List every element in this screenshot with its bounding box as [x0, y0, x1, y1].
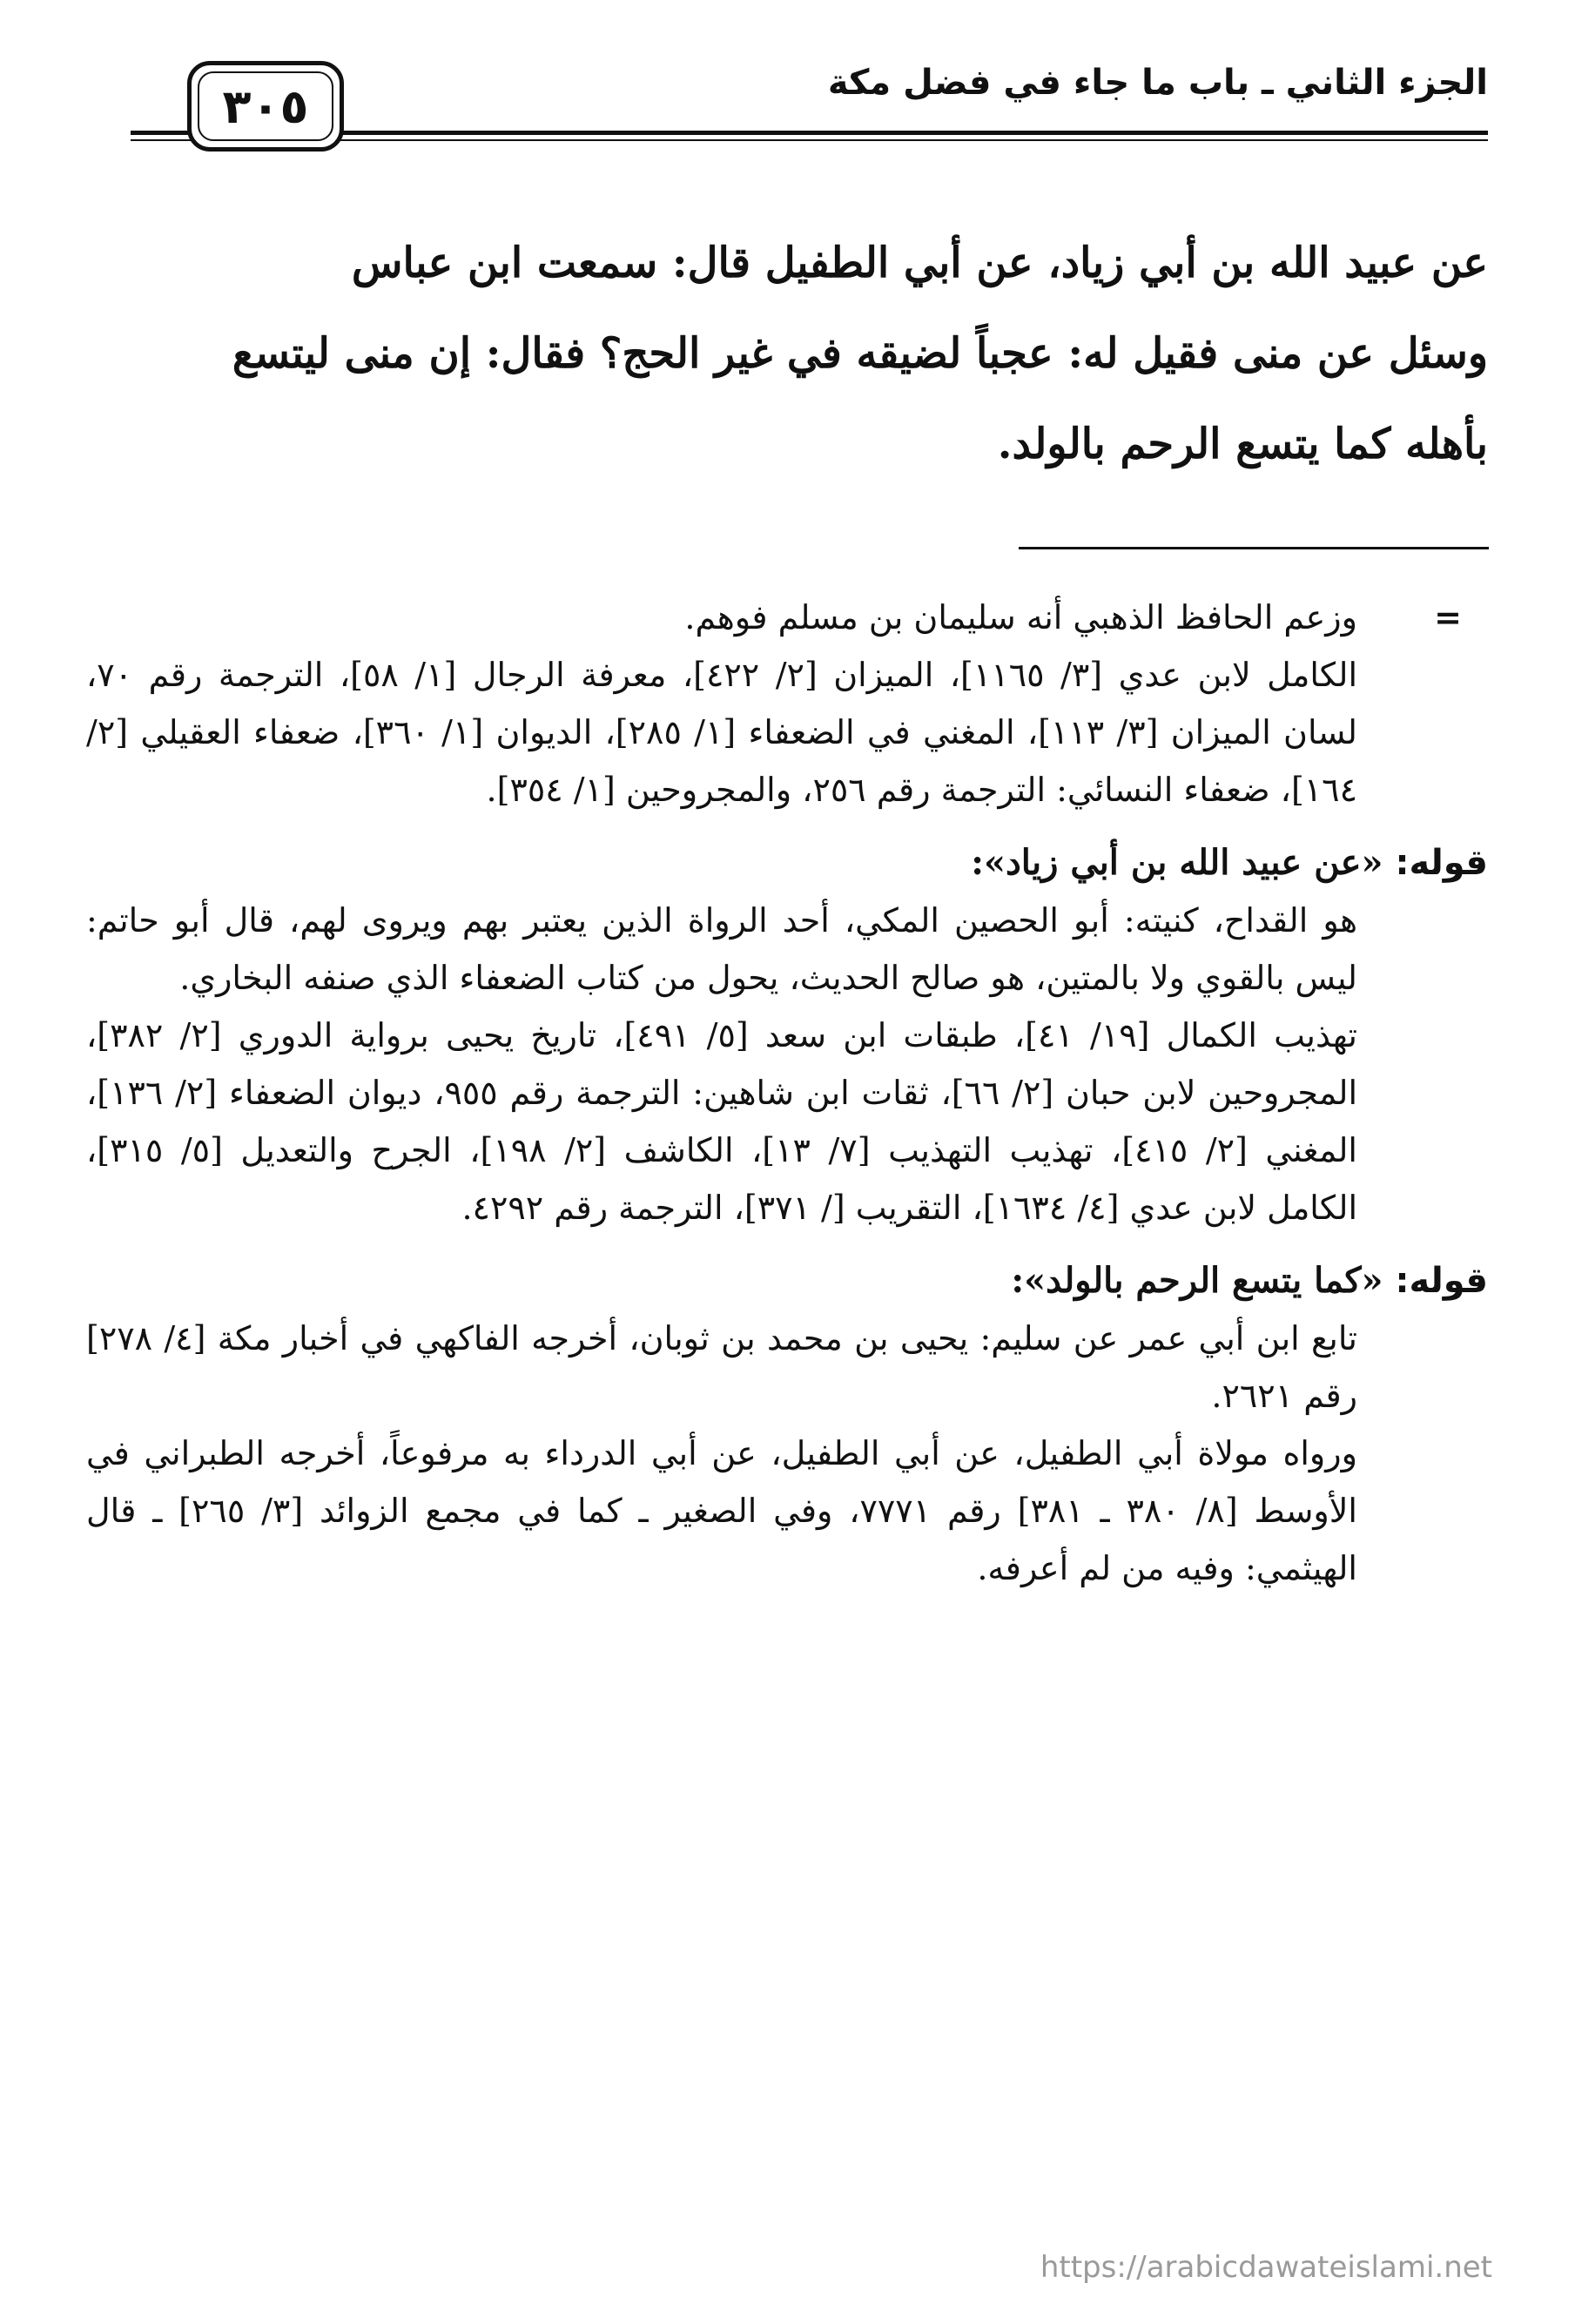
- note-heading-quote: «كما يتسع الرحم بالولد»:: [1011, 1260, 1383, 1301]
- page-number: ٣٠٥: [222, 78, 309, 134]
- note-paragraph: تهذيب الكمال [١٩/ ٤١]، طبقات ابن سعد [٥/ ٤٩١]، تاريخ يحيى برواية الدوري [٢/ ٣٨٢]، المجروحين لابن حبان [٢/ ٦٦]، ثقات ابن شاهين: الترجمة رقم ٩٥٥، ديوان الضعفاء [٢/ ١٣٦]، المغني [٢/ ٤١٥]، تهذيب التهذيب [٧/ ١٣]، الكاشف [٢/ ١٩٨]، الجرح والتعديل [٥/ ٣١٥]، الكامل لابن عدي [٤/ ١٦٣٤]، التقريب [/ ٣٧١]، الترجمة رقم ٤٢٩٢.: [86, 1016, 1358, 1227]
- continuation-mark: =: [1434, 597, 1462, 637]
- notes: [86, 589, 1488, 1597]
- note-heading-lead: قوله:: [1395, 843, 1488, 883]
- main-text: [147, 218, 1488, 489]
- note-body: [86, 892, 1488, 1236]
- note-heading-quote: «عن عبيد الله بن أبي زياد»:: [971, 842, 1383, 883]
- main-text-line: عن عبيد الله بن أبي زياد، عن أبي الطفيل قال: سمعت ابن عباس: [351, 239, 1488, 287]
- note-heading: [86, 1252, 1488, 1310]
- carried-over-note: [86, 589, 1488, 818]
- note-paragraph: الكامل لابن عدي [٣/ ١١٦٥]، الميزان [٢/ ٤٢٢]، معرفة الرجال [١/ ٥٨]، الترجمة رقم ٧٠، لسان الميزان [٣/ ١١٣]، المغني في الضعفاء [١/ ٢٨٥]، الديوان [١/ ٣٦٠]، ضعفاء العقيلي [٢/ ١٦٤]، ضعفاء النسائي: الترجمة رقم ٢٥٦، والمجروحين [١/ ٣٥٤].: [86, 656, 1358, 809]
- note-paragraph: تابع ابن أبي عمر عن سليم: يحيى بن محمد بن ثوبان، أخرجه الفاكهي في أخبار مكة [٤/ ٢٧٨] رقم ٢٦٢١.: [86, 1319, 1357, 1415]
- note-body: [86, 1310, 1488, 1597]
- page-number-frame: [187, 61, 344, 152]
- main-text-line: وسئل عن منى فقيل له: عجباً لضيقه في غير الحج؟ فقال: إن منى ليتسع: [232, 329, 1488, 378]
- running-title: الجزء الثاني ـ باب ما جاء في فضل مكة: [827, 63, 1488, 103]
- note-paragraph: وزعم الحافظ الذهبي أنه سليمان بن مسلم فوهم.: [684, 598, 1357, 637]
- note-heading-lead: قوله:: [1395, 1261, 1488, 1301]
- note-paragraph: ورواه مولاة أبي الطفيل، عن أبي الطفيل، عن أبي الدرداء به مرفوعاً، أخرجه الطبراني في الأوسط [٨/ ٣٨٠ ـ ٣٨١] رقم ٧٧٧١، وفي الصغير ـ كما في مجمع الزوائد [٣/ ٢٦٥] ـ قال الهيثمي: وفيه من لم أعرفه.: [86, 1434, 1357, 1587]
- footnote-separator: [1019, 547, 1489, 549]
- watermark-url: https://arabicdawateislami.net: [1040, 2250, 1492, 2285]
- main-text-line: بأهله كما يتسع الرحم بالولد.: [997, 420, 1488, 468]
- note-paragraph: هو القداح، كنيته: أبو الحصين المكي، أحد الرواة الذين يعتبر بهم ويروى لهم، قال أبو حاتم: ليس بالقوي ولا بالمتين، هو صالح الحديث، يحول من كتاب الضعفاء الذي صنفه البخاري.: [86, 901, 1357, 997]
- note-heading: [86, 834, 1488, 892]
